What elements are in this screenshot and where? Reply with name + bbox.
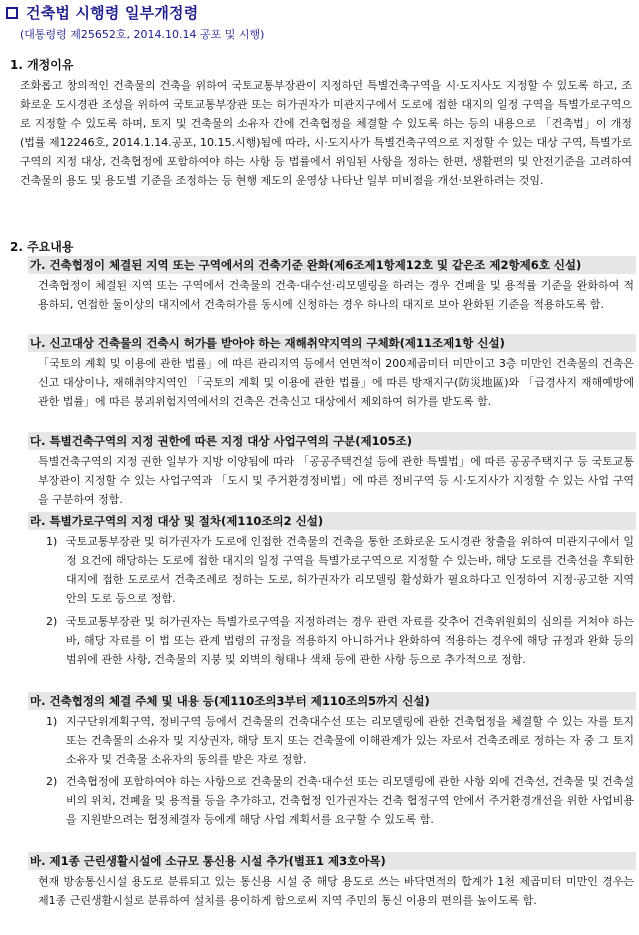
list-item-number: 1) — [46, 715, 58, 728]
subheading-da: 다. 특별건축구역의 지정 권한에 따른 지정 대상 사업구역의 구분(제105조) — [28, 432, 636, 450]
list-item-number: 2) — [46, 615, 58, 628]
paragraph-ba: 현재 방송통신시설 용도로 분류되고 있는 통신용 시설 중 해당 용도로 쓰는 바닥면적의 합계가 1천 제곱미터 미만인 경우는 제1종 근린생활시설로 분류하여 설치를 용이하게 함으로써 지역 주민의 통신 이용의 편의를 높이도록 함. — [38, 875, 634, 907]
subheading-na: 나. 신고대상 건축물의 건축시 허가를 받아야 하는 재해취약지역의 구체화(제11조제1항 신설) — [28, 334, 636, 352]
list-item-ra-1: 국토교통부장관 및 허가권자가 도로에 인접한 건축물의 건축을 통한 조화로운 도시경관 창출을 위하여 미관지구에서 일정 요건에 해당하는 도로에 접한 대지의 일정 구역을 특별가로구역으로 지정할 수 있는바, 해당 도로를 건축선을 후퇴한 대지에 접한 도로로서 건축조례로 정하는 도로, 허가권자가 리모델링 활성화가 필요하다고 인정하여 지정·공고한 지역 안의 도로 등으로 정함. — [66, 535, 634, 605]
list-item-ma-2: 건축협정에 포함하여야 하는 사항으로 건축물의 건축·대수선 또는 리모델링에 관한 사항 외에 건축선, 건축물 및 건축설비의 위치, 건폐율 및 용적률 등을 추가하고, 건축협정 인가권자는 건축 협정구역 안에서 주거환경개선을 위한 사업비용을 지원받으려는 협정체결자 등에게 해당 사업 계획서를 요구할 수 있도록 함. — [66, 775, 634, 826]
title-text: 건축법 시행령 일부개정령 — [26, 4, 199, 22]
promulgation-info: (대통령령 제25652호, 2014.10.14 공포 및 시행) — [20, 28, 265, 41]
list-item-ma-1: 지구단위계획구역, 정비구역 등에서 건축물의 건축대수선 또는 리모델링에 관한 건축협정을 체결할 수 있는 자를 토지 또는 건축물의 소유자 및 지상권자, 해당 토지 또는 건축물에 이해관계가 있는 자로서 건축조례로 정하는 자 중 그 토지 소유자 및 건축물 소유자의 동의를 받은 자로 정함. — [66, 715, 634, 766]
document-title — [6, 2, 198, 23]
subheading-ba: 바. 제1종 근린생활시설에 소규모 통신용 시설 추가(별표1 제3호아목) — [28, 852, 636, 870]
list-item-number: 2) — [46, 775, 58, 788]
section-heading-main: 2. 주요내용 — [10, 240, 74, 254]
square-outline-icon — [6, 7, 18, 19]
paragraph-na: 「국토의 계획 및 이용에 관한 법률」에 따른 관리지역 등에서 연면적이 200제곱미터 미만이고 3층 미만인 건축물의 건축은 신고 대상이나, 재해취약지역인 「국토의 계획 및 이용에 관한 법률」에 따른 방재지구(防災地區)와 「급경사지 재해예방에 관한 법률」에 따른 붕괴위험지역에서의 건축은 건축신고 대상에서 제외하여 허가를 받도록 함. — [38, 357, 634, 408]
subheading-ra: 라. 특별가로구역의 지정 대상 및 절차(제110조의2 신설) — [28, 512, 636, 530]
paragraph-ga: 건축협정이 체결된 지역 또는 구역에서 건축물의 건축·대수선·리모델링을 하려는 경우 건폐율 및 용적률 기준을 완화하여 적용하되, 연접한 둘이상의 대지에서 건축허가를 동시에 신청하는 경우 하나의 대지로 보아 완화된 기준을 적용하도록 함. — [38, 279, 634, 311]
paragraph-da: 특별건축구역의 지정 권한 일부가 지방 이양됨에 따라 「공공주택건설 등에 관한 특별법」에 따른 공공주택지구 등 국토교통부장관이 지정할 수 있는 사업구역과 「도시 및 주거환경정비법」에 따른 정비구역 등 시·도지사가 지정할 수 있는 사업 구역을 구분하여 정함. — [38, 455, 634, 506]
list-item-number: 1) — [46, 535, 58, 548]
reason-paragraph: 조화롭고 창의적인 건축물의 건축을 위하여 국토교통부장관이 지정하던 특별건축구역을 시·도지사도 지정할 수 있도록 하고, 조화로운 도시경관 조성을 위하여 국토교통부장관 또는 허가권자가 미관지구에서 도로에 접한 대지의 일정 구역을 특별가로구역으로 지정할 수 있도록 하며, 토지 및 건축물의 소유자 간에 건축협정을 체결할 수 있도록 하는 등의 내용으로 「건축법」이 개정(법률 제12246호, 2014.1.14.공포, 10.15.시행)됨에 따라, 시·도지사가 특별건축구역으로 지정할 수 있는 대상 구역, 특별가로구역의 지정 대상, 건축협정에 포함하여야 하는 사항 등 법률에서 위임된 사항을 정하는 한편, 생활편의 및 안전기준을 고려하여 건축물의 용도 및 용도별 기준을 조정하는 등 현행 제도의 운영상 나타난 일부 미비점을 개선·보완하려는 것임. — [20, 79, 632, 187]
subheading-ga: 가. 건축협정이 체결된 지역 또는 구역에서의 건축기준 완화(제6조제1항제12호 및 같은조 제2항제6호 신설) — [28, 256, 636, 274]
subheading-ma: 마. 건축협정의 체결 주체 및 내용 등(제110조의3부터 제110조의5까지 신설) — [28, 692, 636, 710]
section-heading-reason: 1. 개정이유 — [10, 58, 74, 72]
list-item-ra-2: 국토교통부장관 및 허가권자는 특별가로구역을 지정하려는 경우 관련 자료를 갖추어 건축위원회의 심의를 거쳐야 하는바, 해당 자료를 이 법 또는 관계 법령의 규정을 적용하지 아니하거나 완화하여 적용하는 경우에 해당 규정과 완화 등의 범위에 관한 사항, 건축물의 지붕 및 외벽의 형태나 색채 등에 관한 사항 등으로 추가적으로 정함. — [66, 615, 634, 666]
